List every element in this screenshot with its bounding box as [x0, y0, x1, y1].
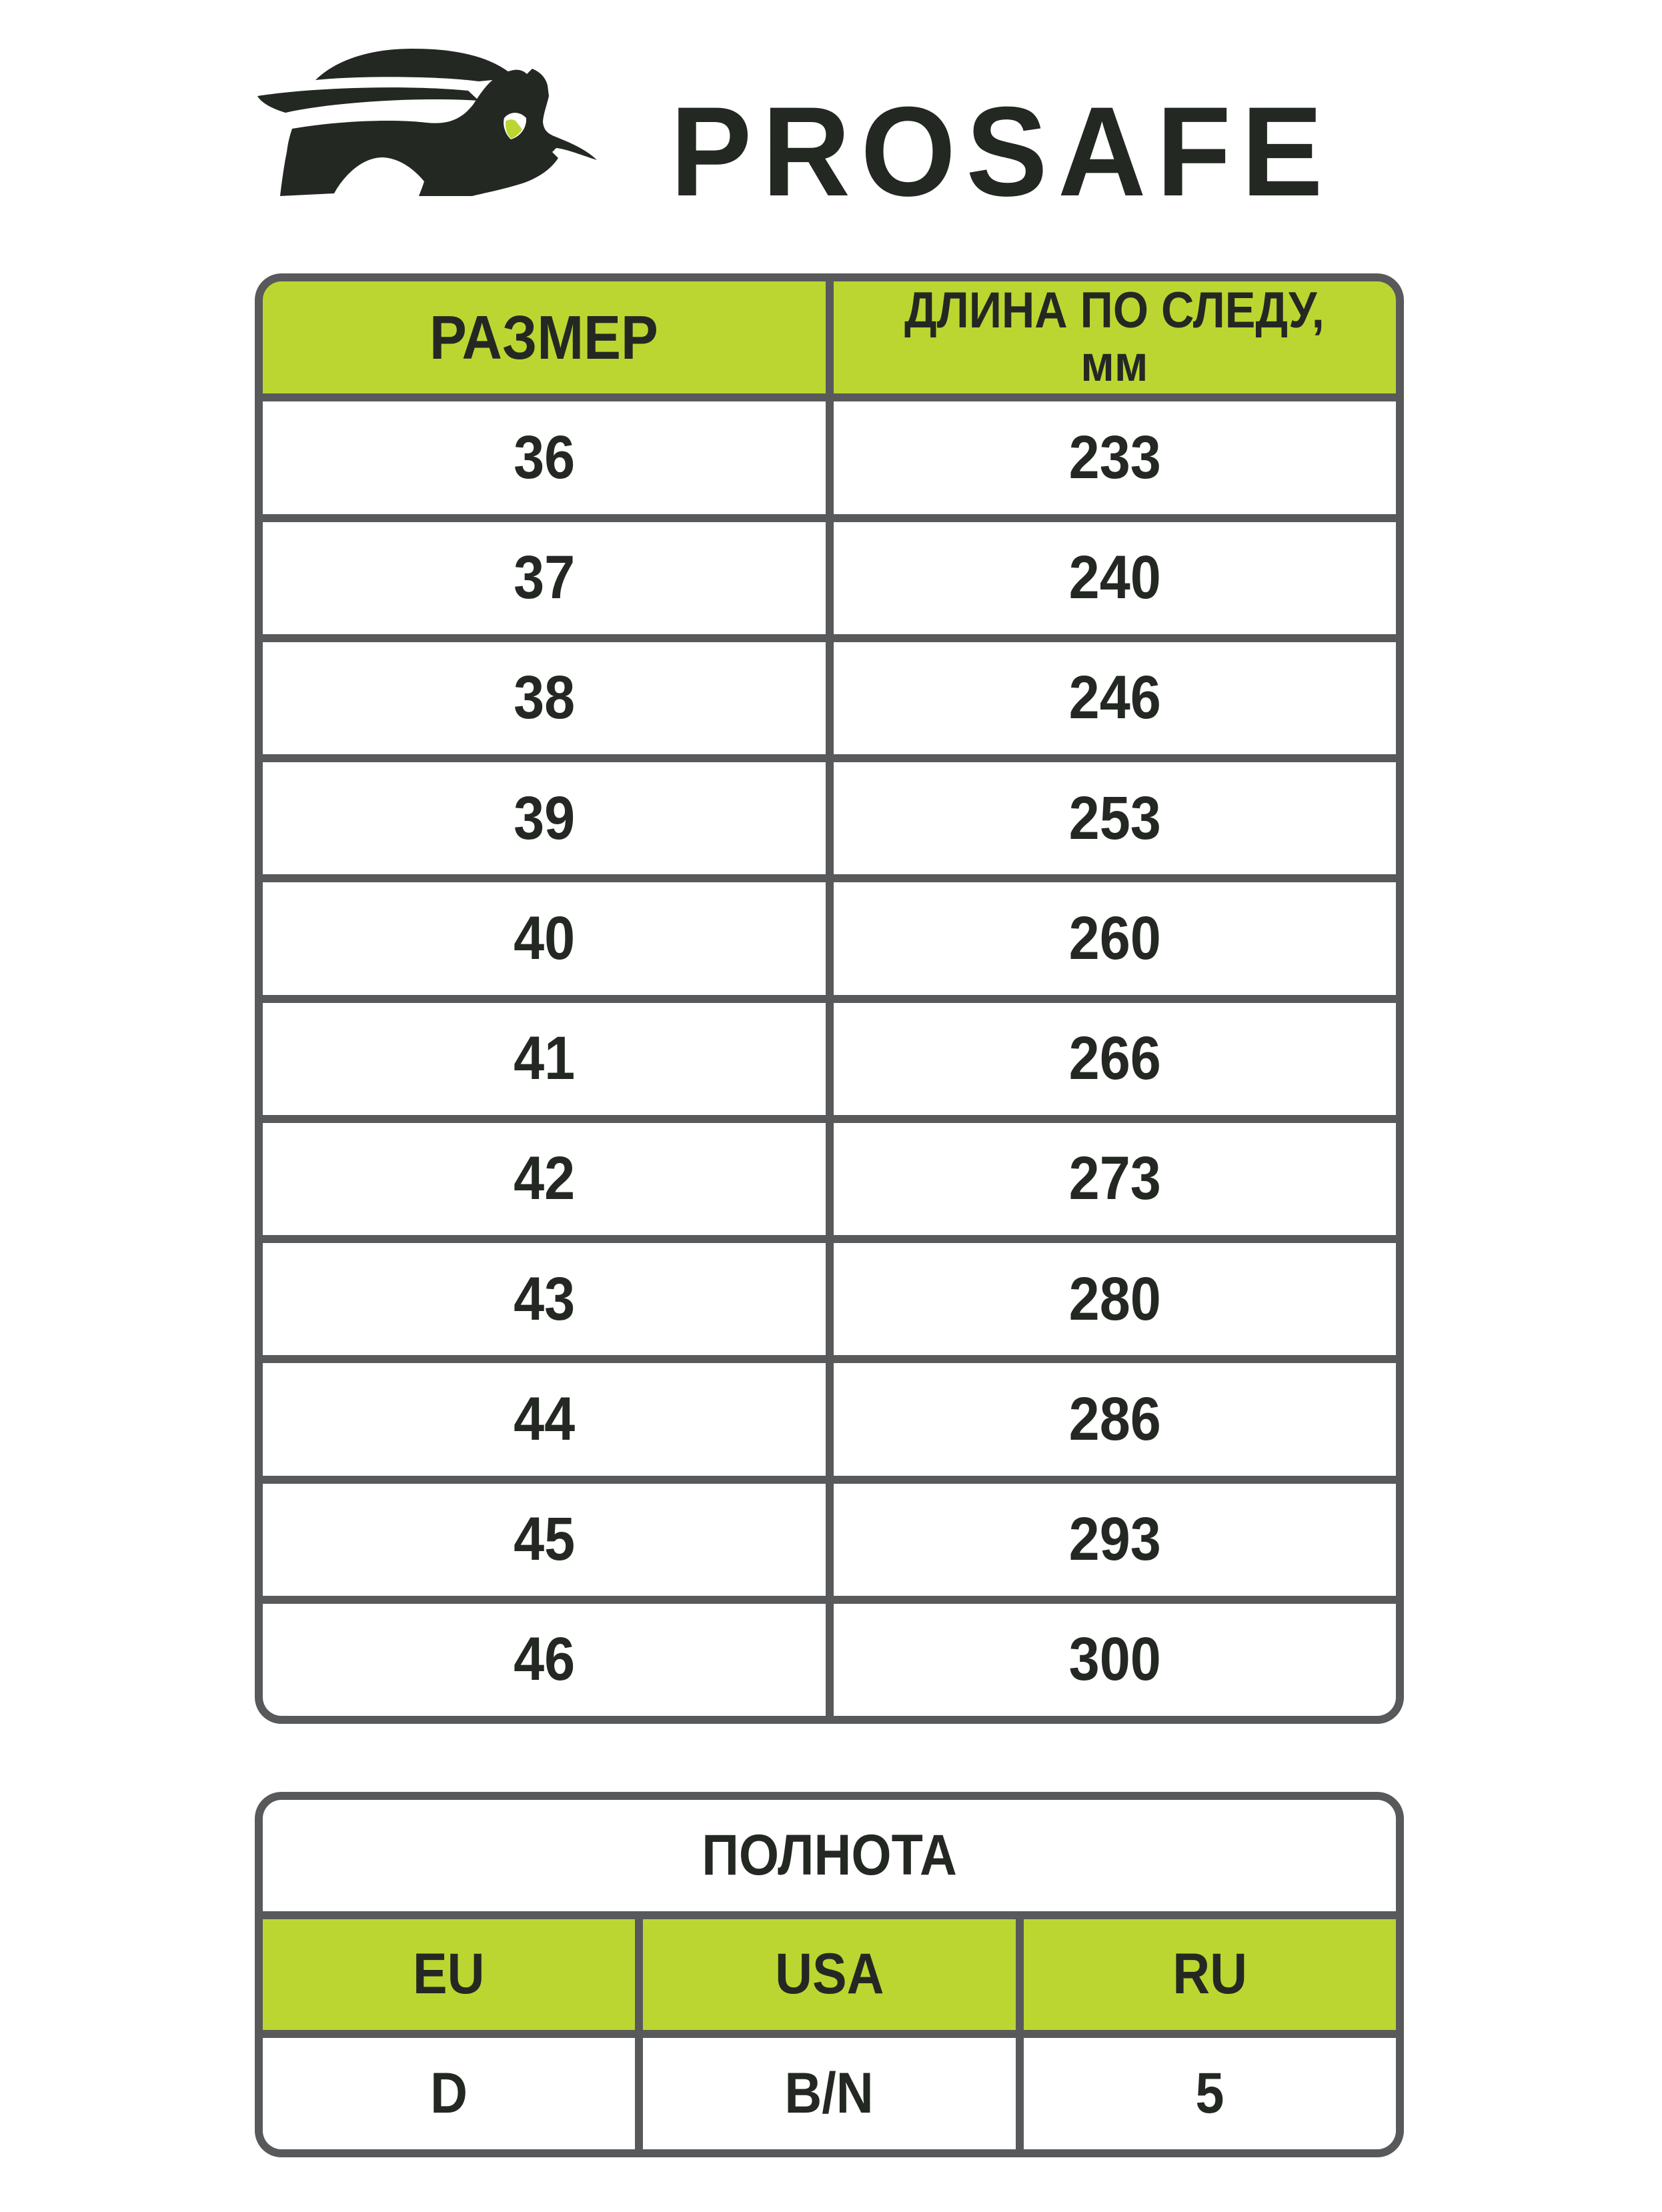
length-cell	[834, 1123, 1397, 1235]
size-value: 38	[513, 664, 575, 732]
header-line-1: ДЛИНА ПО СЛЕДУ,	[904, 282, 1325, 339]
header-label: РАЗМЕР	[430, 302, 659, 372]
length-value: 300	[1068, 1625, 1161, 1694]
size-value: 45	[513, 1505, 575, 1574]
size-value: 39	[513, 784, 575, 852]
fullness-title	[263, 1800, 1396, 1911]
size-value: 44	[513, 1384, 575, 1453]
length-value: 260	[1068, 904, 1161, 972]
length-cell	[834, 882, 1397, 994]
length-cell	[834, 1484, 1397, 1596]
length-value: 280	[1068, 1264, 1161, 1333]
length-cell	[834, 1003, 1397, 1115]
fullness-value: B/N	[784, 2061, 874, 2126]
fullness-value: D	[430, 2061, 468, 2126]
fullness-value-usa	[643, 2038, 1015, 2149]
size-value: 37	[513, 543, 575, 612]
length-value: 286	[1068, 1384, 1161, 1453]
fullness-title-label: ПОЛНОТА	[702, 1823, 957, 1887]
header-label: USA	[774, 1942, 884, 2007]
length-cell	[834, 1243, 1397, 1355]
length-cell	[834, 1604, 1397, 1716]
size-value: 46	[513, 1625, 575, 1694]
size-cell	[263, 1003, 826, 1115]
fullness-value-ru	[1024, 2038, 1396, 2149]
length-value: 233	[1068, 423, 1161, 491]
size-cell	[263, 1123, 826, 1235]
length-cell	[834, 642, 1397, 754]
size-table-header-length	[834, 281, 1397, 393]
fullness-header-eu	[263, 1919, 635, 2031]
size-cell	[263, 1363, 826, 1475]
size-table	[255, 273, 1404, 1724]
size-cell	[263, 1243, 826, 1355]
length-cell	[834, 1363, 1397, 1475]
size-cell	[263, 1484, 826, 1596]
size-value: 41	[513, 1024, 575, 1093]
length-value: 246	[1068, 664, 1161, 732]
size-value: 42	[513, 1144, 575, 1213]
fullness-header-usa	[643, 1919, 1015, 2031]
header-line-2: мм	[1080, 335, 1148, 393]
size-value: 43	[513, 1264, 575, 1333]
header-label: EU	[413, 1942, 485, 2007]
length-value: 273	[1068, 1144, 1161, 1213]
size-cell	[263, 882, 826, 994]
size-table-header-size	[263, 281, 826, 393]
length-value: 266	[1068, 1024, 1161, 1093]
size-cell	[263, 522, 826, 634]
brand-wordmark: PROSAFE	[670, 80, 1333, 223]
header-label: RU	[1172, 1942, 1247, 2007]
fullness-value: 5	[1195, 2061, 1224, 2126]
size-cell	[263, 762, 826, 874]
header-label	[904, 284, 1325, 391]
length-value: 253	[1068, 784, 1161, 852]
size-cell	[263, 1604, 826, 1716]
fullness-table	[255, 1792, 1404, 2157]
fullness-value-eu	[263, 2038, 635, 2149]
size-value: 40	[513, 904, 575, 972]
fullness-header-ru	[1024, 1919, 1396, 2031]
length-cell	[834, 401, 1397, 513]
size-cell	[263, 401, 826, 513]
rhino-icon	[252, 37, 602, 204]
length-value: 293	[1068, 1505, 1161, 1574]
size-cell	[263, 642, 826, 754]
size-value: 36	[513, 423, 575, 491]
length-cell	[834, 522, 1397, 634]
length-value: 240	[1068, 543, 1161, 612]
length-cell	[834, 762, 1397, 874]
